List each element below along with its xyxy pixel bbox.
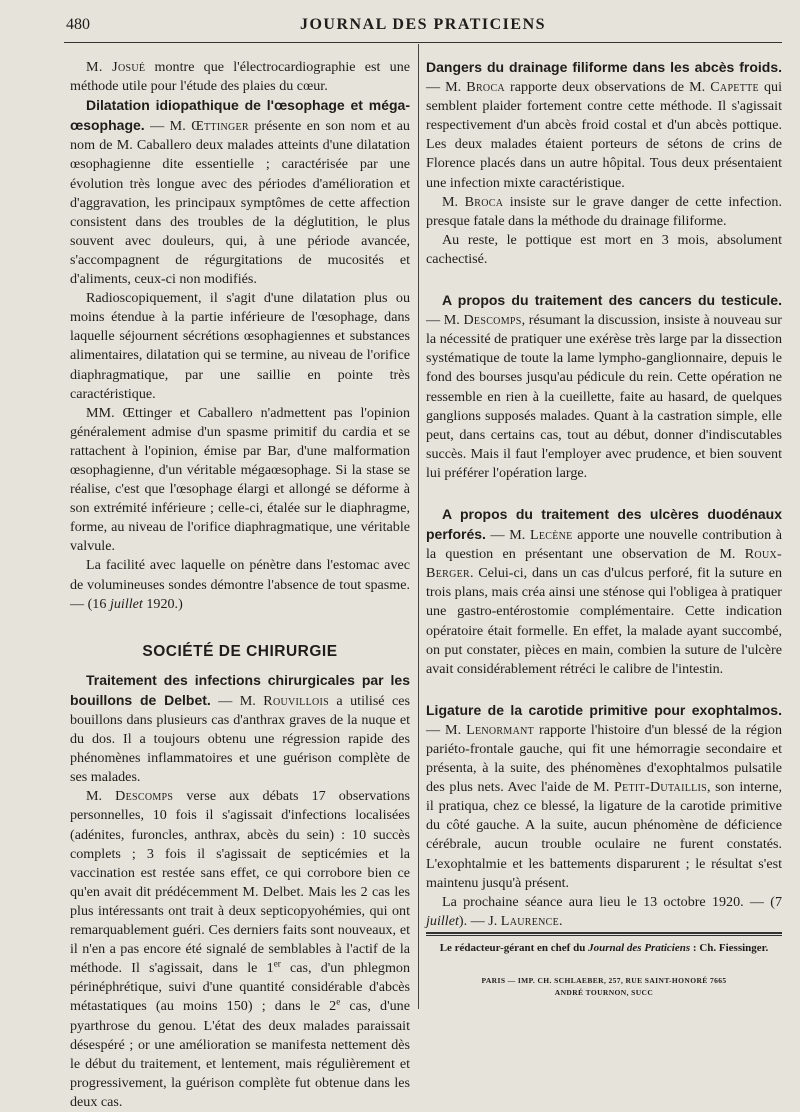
article-title: A propos du traitement des ulcères duodénaux perforés. [426, 505, 782, 543]
footer-rule [426, 932, 782, 934]
person-name: Capette [710, 79, 759, 96]
paragraph-broca: M. Broca insiste sur le grave danger de cette infection. presque fatale dans la méthode du drainage filiforme. [426, 193, 782, 229]
article-title: A propos du traitement des cancers du testicule. [442, 292, 782, 309]
paragraph-descomps: M. Descomps verse aux débats 17 observations personnelles, 10 fois il s'agissait d'infections localisées (adénites, furoncles, anthrax, abcès du sein) : 10 succès complets ; 3 fois il s'agissait de septicémies et la vaccination est restée sans effet, ce qui corrobore bien ce qu'en avait dit prédécemment M. Delbet. Mais les 2 cas les plus intéressants ont trait à deux septicopyohémies, qui ont remarquablement guéri. Ces derniers faits sont nouveaux, et il n'en a pas encore été signalé de semblables à l'actif de la méthode. Il s'agissait, dans le 1er cas, d'un phlegmon périnéphrétique, suivi d'une quantité considérable d'abcès métastatiques (au moins 150) ; dans le 2e cas, d'une pyarthrose du genou. L'état des deux malades paraissait désespéré ; or une amélioration se manifesta nettement dès le début du traitement, et lentement, mais régulièrement et progressivement, la guérison complète fut obtenue dans les deux cas. [70, 788, 410, 1110]
editor-credit: Le rédacteur-gérant en chef du Journal des Praticiens : Ch. Fiessinger. [439, 942, 769, 954]
person-name: Descomps [115, 788, 174, 805]
page-number: 480 [66, 16, 90, 33]
footer-rule-thin [426, 935, 782, 936]
article-drainage: Dangers du drainage filiforme dans les abcès froids. — M. Broca rapporte deux observations de M. Capette qui semblent plaider fortement contre cette méthode. Il s'agissait respectivement d'un abcès froid costal et d'un abcès pottique. Les deux malades étaient porteurs de sétons de crins de Florence placés dans un autre hôpital. Tous deux présentaient une infection mixte caractéristique. [426, 59, 782, 191]
paragraph-seance: La prochaine séance aura lieu le 13 octobre 1920. — (7 juillet). — J. Laurence. [426, 893, 782, 929]
paragraph-reste: Au reste, le pottique est mort en 3 mois, absolument cachectisé. [426, 231, 782, 267]
person-name: Rouvillois [263, 692, 329, 709]
article-dilatation: Dilatation idiopathique de l'œsophage et méga-œsophage. — M. Œttinger présente en son nom et au nom de M. Caballero deux malades atteints d'une dilatation œsophagienne dite essentielle ; caractérisée par une évolution très longue avec des périodes d'amélioration et d'aggravation, les principaux symptômes de cette affection consistent dans des troubles de la déglutition, le plus souvent avec douleurs, qui, à une période avancée, s'accompagnent de régurgitations de mucosités et d'aliments, ceux-ci non modifiés. [70, 97, 410, 288]
person-name: Broca [466, 79, 505, 96]
printer-imprint: PARIS — IMP. CH. SCHLAEBER, 257, RUE SAINT-HONORÉ 7665 ANDRÉ TOURNON, SUCC [481, 976, 727, 997]
person-name: M. Josué [86, 59, 146, 75]
journal-title: JOURNAL DES PRATICIENS [299, 16, 547, 33]
person-name: Œttinger [191, 118, 249, 135]
person-name: Lecène [529, 527, 573, 544]
author-name: Laurence [500, 912, 560, 929]
article-ulceres: A propos du traitement des ulcères duodénaux perforés. — M. Lecène apporte une nouvelle contribution à la question en présentant une observation de M. Roux-Berger. Celui-ci, dans un cas d'ulcus perforé, fit la suture en trois plans, mais créa ainsi une sténose qui l'obligea à pratiquer une gastro-entérostomie complémentaire. Cette indication opératoire était formelle. En effet, la malade ayant succombé, on put constater, pièces en main, combien la suture de l'ulcère avait considérablement rétréci le calibre de l'intestin. [426, 505, 782, 677]
paragraph-facilite: La facilité avec laquelle on pénètre dans l'estomac avec de volumineuses sondes démontre l'absence de tout spasme. — (16 juillet 1920.) [70, 557, 410, 612]
section-heading: SOCIÉTÉ DE CHIRURGIE [142, 642, 338, 660]
paragraph-josue: M. Josué montre que l'électrocardiographie est une méthode utile pour l'étude des plaies du cœur. [70, 59, 410, 95]
article-title: Ligature de la carotide primitive pour exophtalmos. [426, 701, 782, 718]
person-name: Petit-Dutaillis [613, 779, 708, 796]
article-title: Dangers du drainage filiforme dans les abcès froids. [426, 59, 782, 75]
article-testicule: A propos du traitement des cancers du testicule. — M. Descomps, résumant la discussion, insiste à nouveau sur la nécessité de pratiquer une exérèse très large par la dissection systématique de toute la lame lympho-ganglionnaire, depuis le fond des bourses jusqu'au pédicule du rein. Cette opération ne ressemble en rien à la cueillette, faite au hasard, de quelques ganglions supposés malades. Quant à la castration simple, elle peut, dans certains cas, tout au début, donner d'indiscutables succès. Mais il faut l'employer avec prudence, et bien souvent lui préférer l'opération large. [426, 292, 782, 481]
paragraph-radioscopie: Radioscopiquement, il s'agit d'une dilatation plus ou moins étendue à la partie inférieure de l'œsophage, dans laquelle séjournent sécrétions œsophagiennes et substances alimentaires, dilatation qui se termine, au niveau de l'orifice diaphragmatique, par une saillie en pointe très caractéristique. [70, 290, 410, 402]
paragraph-mm: MM. Œttinger et Caballero n'admettent pas l'opinion généralement admise d'un spasme primitif du cardia et se rattachent à l'opinion, émise par Bar, d'une malformation œsophagienne, d'un véritable mégaœsophage. Si la stase se réalise, c'est que l'œsophage élargi et allongé se déforme à son extrémité inférieure ; celle-ci, étalée sur le diaphragme, forme, au niveau de l'orifice diaphragmatique, une véritable valvule. [70, 404, 410, 555]
person-name: Roux-Berger [426, 546, 782, 582]
article-title: Dilatation idiopathique de l'œsophage et méga-œsophage. [70, 97, 410, 134]
left-column [70, 58, 410, 1112]
column-divider [418, 44, 419, 1009]
header-rule [64, 42, 782, 43]
article-carotide: Ligature de la carotide primitive pour exophtalmos. — M. Lenormant rapporte l'histoire d'un blessé de la région pariéto-frontale gauche, qui fit une hémorragie secondaire et présenta, à la suite, des phénomènes d'exophtalmos pulsatile des plus nets. Avec l'aide de M. Petit-Dutaillis, son interne, il pratiqua, chez ce blessé, la ligature de la carotide primitive du côté gauche. A la suite, aucun phénomène de déficience cérébrale, aucun trouble oculaire ne furent constatés. L'exophtalmie et les battements disparurent ; le résultat s'est maintenu jusqu'à présent. [426, 701, 782, 891]
person-name: Descomps [463, 312, 522, 329]
article-infections: Traitement des infections chirurgicales par les bouillons de Delbet. — M. Rouvillois a utilisé ces bouillons dans plusieurs cas d'anthrax graves de la nuque et du dos. Il a toujours obtenu une régression rapide des phénomènes inflammatoires et une guérison complète de ses malades. [70, 671, 410, 786]
page-header [64, 8, 782, 42]
article-title: Traitement des infections chirurgicales par les bouillons de Delbet. [70, 671, 410, 708]
right-column [426, 58, 782, 931]
person-name: Lenormant [466, 721, 535, 738]
person-name: Broca [464, 193, 504, 210]
